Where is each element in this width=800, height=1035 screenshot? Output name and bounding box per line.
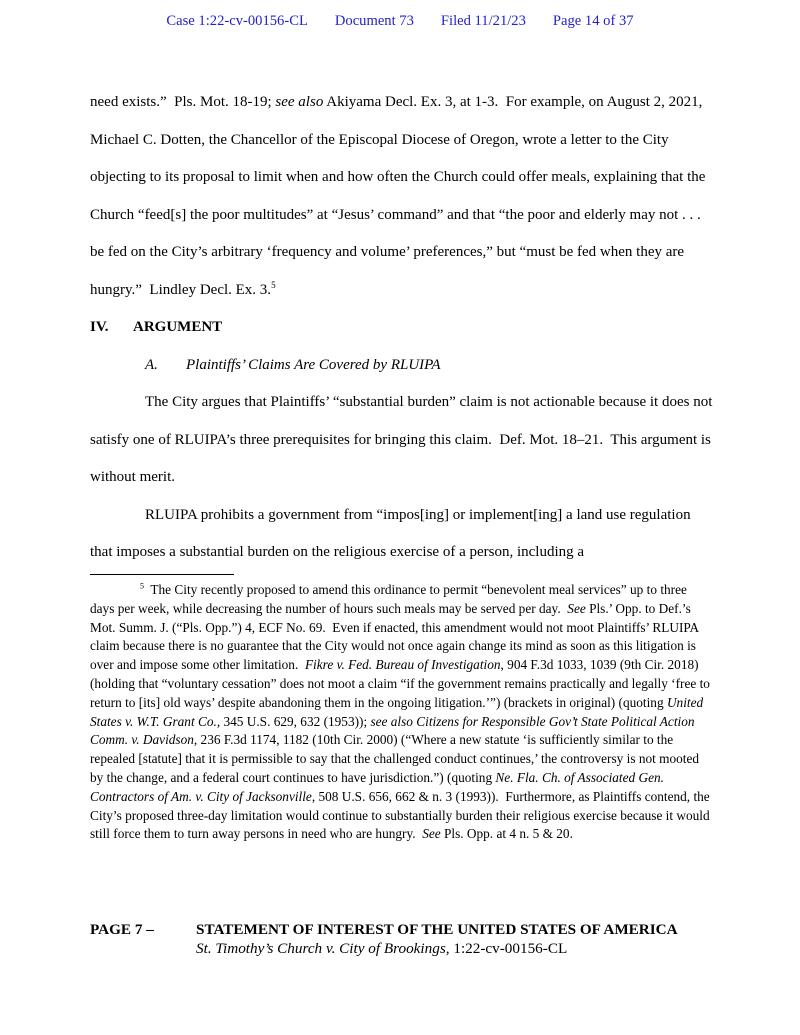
subsection-letter: A. xyxy=(145,356,158,373)
paragraph-city-argues: The City argues that Plaintiffs’ “substantial burden” claim is not actionable because it does not satisfy one of RLUIPA’s three prerequisites for bringing this claim. Def. Mot. 18–21. This argument is without merit. xyxy=(90,394,717,485)
paragraph-continuation: need exists.” Pls. Mot. 18-19; see also Akiyama Decl. Ex. 3, at 1-3. For example, on August 2, 2021, Michael C. Dotten, the Chancellor of the Episcopal Diocese of Oregon, wrote a letter to the City objecting to its proposal to limit when and how often the Church could offer meals, explaining that the Church “feed[s] the poor multitudes” at “Jesus’ command” and that “the poor and elderly may not . . . be fed on the City’s arbitrary ‘frequency and volume’ preferences,” but “must be fed when they are hungry.” Lindley Decl. Ex. 3.$^5$ xyxy=(90,94,710,298)
footer-document-title: STATEMENT OF INTEREST OF THE UNITED STATES OF AMERICA xyxy=(196,921,678,938)
footnote-section xyxy=(90,574,714,844)
footer-page-label: PAGE 7 – xyxy=(90,921,154,938)
subsection-heading-a xyxy=(90,347,714,385)
footnote-separator-rule xyxy=(90,574,234,575)
page-footer xyxy=(90,920,714,958)
header-case-number: Case 1:22-cv-00156-CL xyxy=(166,13,308,29)
document-body xyxy=(90,84,717,572)
section-title: ARGUMENT xyxy=(133,319,223,335)
footnote-5-text: $^5$ The City recently proposed to amend this ordinance to permit “benevolent meal services” up to three days per week, while decreasing the number of hours such meals may be served per day. See Pls.’ Opp. to Def.’s Mot. Summ. J. (“Pls. Opp.”) 4, ECF No. 69. Even if enacted, this amendment would not moot Plaintiffs’ RLUIPA claim because there is no guarantee that the City would not once again change its mind as soon as this litigation is over and impose some other limitation. Fikre v. Fed. Bureau of Investigation, 904 F.3d 1033, 1039 (9th Cir. 2018) (holding that “voluntary cessation” does not moot a claim “if the government remains practically and legally ‘free to return to [its] old ways’ despite abandoning them in the ongoing litigation.’”) (brackets in original) (quoting United States v. W.T. Grant Co., 345 U.S. 629, 632 (1953)); see also Citizens for Responsible Gov’t State Political Action Comm. v. Davidson, 236 F.3d 1174, 1182 (10th Cir. 2000) (“Where a new statute ‘is sufficiently similar to the repealed [statute] that it is permissible to say that the challenged conduct continues,’ the controversy is not mooted by the change, and a federal court continues to have jurisdiction.”) (quoting Ne. Fla. Ch. of Associated Gen. Contractors of Am. v. City of Jacksonville, 508 U.S. 656, 662 & n. 3 (1993)). Furthermore, as Plaintiffs contend, the City’s proposed three-day limitation would continue to substantially burden their religious exercise because it would still force them to turn away persons in need who are hungry. See Pls. Opp. at 4 n. 5 & 20. xyxy=(90,581,714,842)
paragraph-rluipa-prohibits: RLUIPA prohibits a government from “impos[ing] or implement[ing] a land use regulation that imposes a substantial burden on the religious exercise of a person, including a xyxy=(90,506,695,560)
footer-case-caption: St. Timothy’s Church v. City of Brookings, 1:22-cv-00156-CL xyxy=(196,940,568,957)
subsection-title: Plaintiffs’ Claims Are Covered by RLUIPA xyxy=(186,356,441,373)
header-document-number: Document 73 xyxy=(334,13,414,29)
section-number: IV. xyxy=(90,319,109,335)
footer-title-block xyxy=(196,920,714,958)
header-filed-date: Filed 11/21/23 xyxy=(440,13,526,29)
header-page-number: Page 14 of 37 xyxy=(552,13,634,29)
case-stamp-header xyxy=(0,13,800,30)
section-heading-argument xyxy=(90,309,714,347)
